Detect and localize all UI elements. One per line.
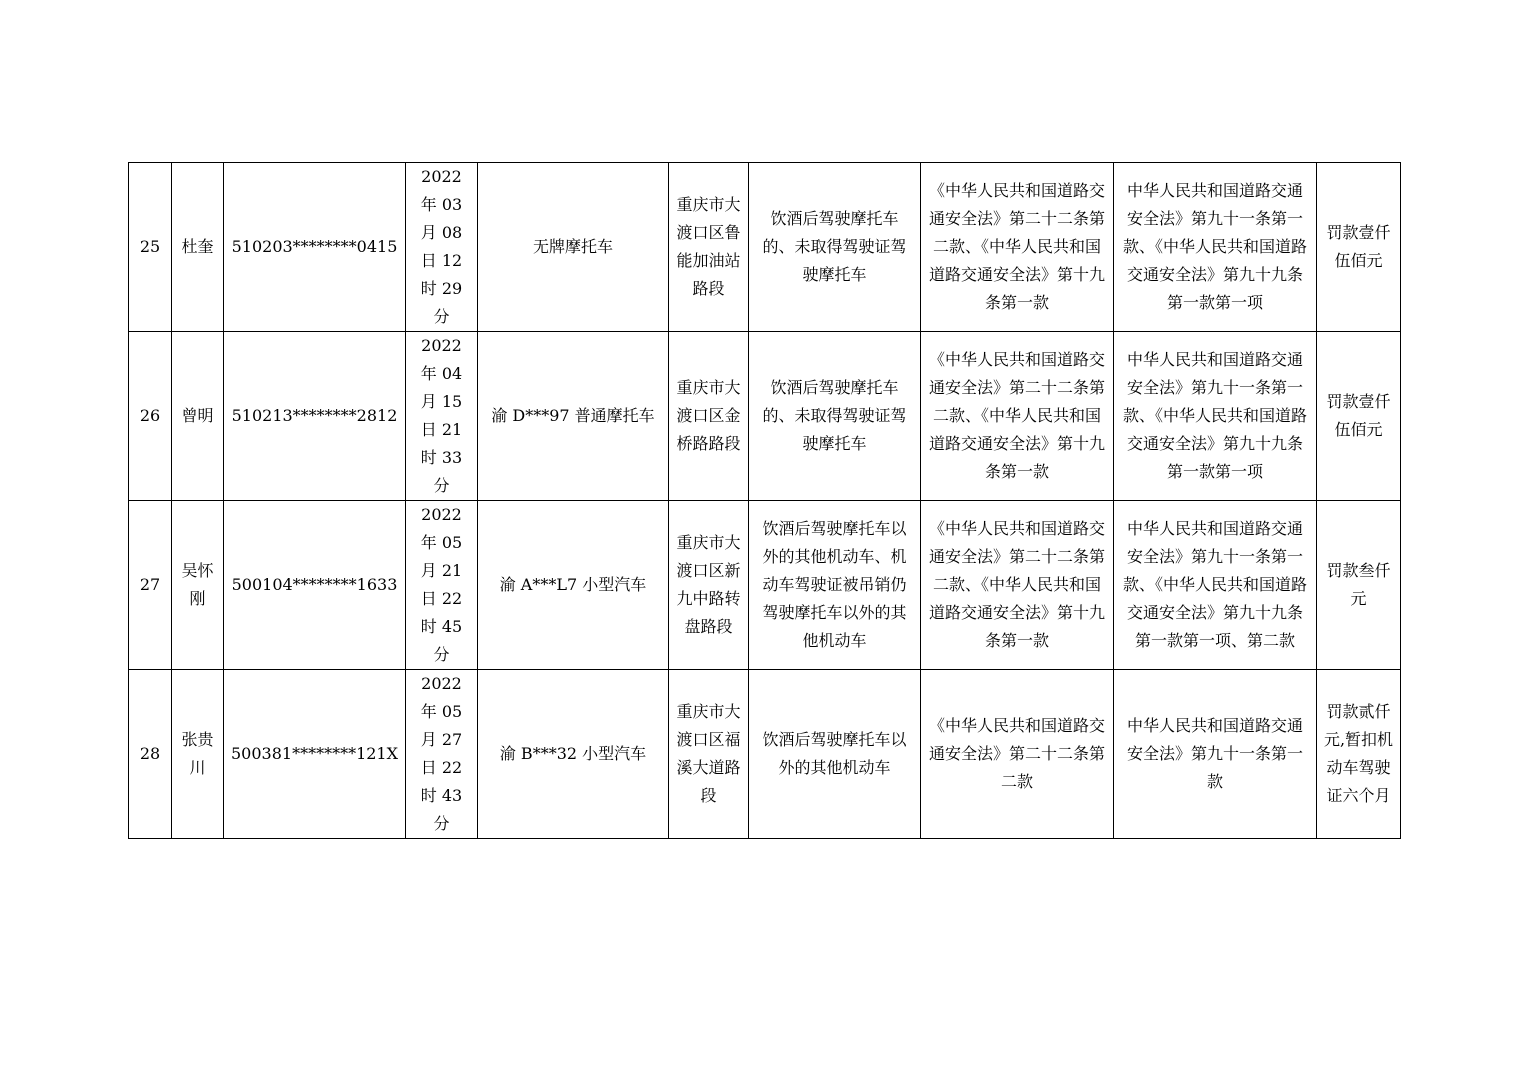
legal-basis-cell: 《中华人民共和国道路交通安全法》第二十二条第二款、《中华人民共和国道路交通安全法》第十九条第一款 — [921, 163, 1114, 332]
violation-cell: 饮酒后驾驶摩托车的、未取得驾驶证驾驶摩托车 — [749, 163, 921, 332]
time-line: 分 — [433, 476, 450, 495]
row-number-cell: 26 — [129, 332, 172, 501]
penalty-law-cell: 中华人民共和国道路交通安全法》第九十一条第一款、《中华人民共和国道路交通安全法》第九十九条第一款第一项 — [1114, 163, 1317, 332]
time-line: 日 21 — [420, 420, 463, 439]
legal-basis-cell: 《中华人民共和国道路交通安全法》第二十二条第二款、《中华人民共和国道路交通安全法》第十九条第一款 — [921, 501, 1114, 670]
row-number-cell: 28 — [129, 670, 172, 839]
time-line: 分 — [433, 814, 450, 833]
time-line: 日 12 — [420, 251, 463, 270]
id-number-cell: 510213********2812 — [224, 332, 406, 501]
legal-basis-cell: 《中华人民共和国道路交通安全法》第二十二条第二款、《中华人民共和国道路交通安全法》第十九条第一款 — [921, 332, 1114, 501]
time-line: 分 — [433, 307, 450, 326]
violation-cell: 饮酒后驾驶摩托车以外的其他机动车 — [749, 670, 921, 839]
location-cell: 重庆市大渡口区福溪大道路段 — [669, 670, 749, 839]
violation-time-cell — [406, 163, 478, 332]
person-name-cell — [172, 332, 224, 501]
person-name: 吴怀刚 — [181, 561, 214, 608]
table-row — [129, 163, 1401, 332]
penalty-cell: 罚款贰仟元,暂扣机动车驾驶证六个月 — [1317, 670, 1401, 839]
id-number-cell: 510203********0415 — [224, 163, 406, 332]
person-name-cell — [172, 670, 224, 839]
penalty-cell: 罚款叁仟元 — [1317, 501, 1401, 670]
time-line: 年 05 — [420, 702, 463, 721]
violation-cell: 饮酒后驾驶摩托车的、未取得驾驶证驾驶摩托车 — [749, 332, 921, 501]
penalty-law-cell: 中华人民共和国道路交通安全法》第九十一条第一款、《中华人民共和国道路交通安全法》第九十九条第一款第一项、第二款 — [1114, 501, 1317, 670]
penalty-law-cell: 中华人民共和国道路交通安全法》第九十一条第一款、《中华人民共和国道路交通安全法》第九十九条第一款第一项 — [1114, 332, 1317, 501]
location-cell: 重庆市大渡口区鲁能加油站路段 — [669, 163, 749, 332]
time-line: 时 45 — [420, 617, 463, 636]
vehicle-cell: 无牌摩托车 — [478, 163, 669, 332]
violation-time-cell — [406, 670, 478, 839]
time-line: 月 27 — [420, 730, 463, 749]
penalty-law-cell: 中华人民共和国道路交通安全法》第九十一条第一款 — [1114, 670, 1317, 839]
violation-cell: 饮酒后驾驶摩托车以外的其他机动车、机动车驾驶证被吊销仍驾驶摩托车以外的其他机动车 — [749, 501, 921, 670]
time-line: 日 22 — [420, 758, 463, 777]
person-name: 张贵川 — [181, 730, 214, 777]
time-line: 月 15 — [420, 392, 463, 411]
time-line: 年 04 — [420, 364, 463, 383]
table-row — [129, 332, 1401, 501]
time-line: 分 — [433, 645, 450, 664]
time-line: 2022 — [421, 674, 462, 693]
penalty-records-table — [128, 162, 1401, 839]
time-line: 2022 — [421, 505, 462, 524]
penalty-cell: 罚款壹仟伍佰元 — [1317, 332, 1401, 501]
time-line: 2022 — [421, 167, 462, 186]
time-line: 2022 — [421, 336, 462, 355]
person-name-cell — [172, 163, 224, 332]
legal-basis-cell: 《中华人民共和国道路交通安全法》第二十二条第二款 — [921, 670, 1114, 839]
person-name: 曾明 — [181, 406, 214, 425]
vehicle-cell: 渝 A***L7 小型汽车 — [478, 501, 669, 670]
id-number-cell: 500381********121X — [224, 670, 406, 839]
location-cell: 重庆市大渡口区金桥路路段 — [669, 332, 749, 501]
violation-time-cell — [406, 501, 478, 670]
id-number-cell: 500104********1633 — [224, 501, 406, 670]
vehicle-cell: 渝 B***32 小型汽车 — [478, 670, 669, 839]
row-number-cell: 25 — [129, 163, 172, 332]
time-line: 月 08 — [420, 223, 463, 242]
violation-time-cell — [406, 332, 478, 501]
time-line: 时 33 — [420, 448, 463, 467]
row-number-cell: 27 — [129, 501, 172, 670]
table-body — [129, 163, 1401, 839]
time-line: 月 21 — [420, 561, 463, 580]
table-row — [129, 670, 1401, 839]
table-row — [129, 501, 1401, 670]
penalty-cell: 罚款壹仟伍佰元 — [1317, 163, 1401, 332]
time-line: 年 05 — [420, 533, 463, 552]
time-line: 时 43 — [420, 786, 463, 805]
vehicle-cell: 渝 D***97 普通摩托车 — [478, 332, 669, 501]
time-line: 时 29 — [420, 279, 463, 298]
person-name: 杜奎 — [181, 237, 214, 256]
location-cell: 重庆市大渡口区新九中路转盘路段 — [669, 501, 749, 670]
time-line: 日 22 — [420, 589, 463, 608]
time-line: 年 03 — [420, 195, 463, 214]
person-name-cell — [172, 501, 224, 670]
